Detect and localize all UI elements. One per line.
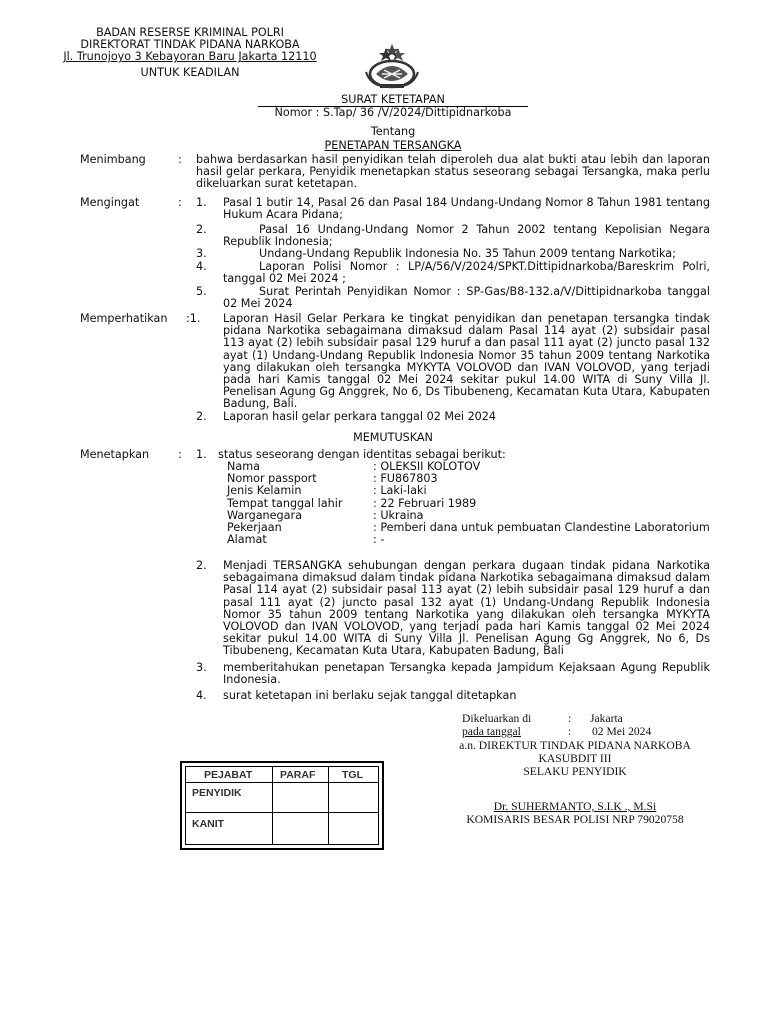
signatory-name: Dr. SUHERMANTO, S.I.K ., M.Si — [493, 800, 657, 813]
menetapkan-num-3: 3. — [196, 661, 207, 674]
paraf-header-tgl: TGL — [342, 769, 363, 781]
memperhatikan-label: Memperhatikan — [80, 312, 168, 325]
memperhatikan-num-1: :1. — [186, 312, 201, 325]
menetapkan-item-1: status seseorang dengan identitas sebagai berikut: — [218, 448, 506, 461]
identity-value: : 22 Februari 1989 — [373, 496, 477, 510]
signature-line1: a.n. DIREKTUR TINDAK PIDANA NARKOBA — [459, 739, 691, 752]
identity-key: Tempat tanggal lahir — [227, 496, 343, 510]
title-nomor: Nomor : S.Tap/ 36 /V/2024/Dittipidnarkoba — [258, 106, 528, 119]
menetapkan-num-4: 4. — [196, 689, 207, 702]
mengingat-item-3: Undang-Undang Republik Indonesia No. 35 Tahun 2009 tentang Narkotika; — [259, 247, 676, 260]
identity-value: : Ukraina — [373, 508, 424, 522]
menimbang-text: bahwa berdasarkan hasil penyidikan telah diperoleh dua alat bukti atau lebih dan laporan hasil gelar perkara, Penyidik menetapkan status seseorang sebagai Tersangka, maka perlu dikeluarkan surat ketetapan. — [196, 153, 710, 191]
mengingat-num-4: 4. — [196, 260, 207, 273]
title-tentang: Tentang — [370, 125, 416, 138]
paraf-table — [180, 761, 384, 850]
letterhead-motto: UNTUK KEADILAN — [140, 65, 240, 79]
paraf-header-pejabat: PEJABAT — [204, 769, 253, 781]
signature-line2: KASUBDIT III — [538, 752, 612, 765]
mengingat-num-2: 2. — [196, 223, 207, 236]
signature-line3: SELAKU PENYIDIK — [523, 765, 627, 778]
mengingat-item-5: Surat Perintah Penyidikan Nomor : SP-Gas/B8-132.a/V/Dittipidnarkoba tanggal 02 Mei 2024 — [223, 285, 710, 311]
colon: : — [568, 712, 572, 725]
menimbang-label: Menimbang — [80, 153, 146, 166]
memperhatikan-item-2: Laporan hasil gelar perkara tanggal 02 Mei 2024 — [223, 410, 497, 423]
paraf-row-penyidik: PENYIDIK — [192, 787, 242, 799]
identity-key: Alamat — [227, 533, 267, 547]
mengingat-num-1: 1. — [196, 196, 207, 209]
tanggal-value: 02 Mei 2024 — [592, 725, 652, 738]
menetapkan-label: Menetapkan — [80, 448, 150, 461]
identity-value: : Pemberi dana untuk pembuatan Clandestine Laboratorium — [373, 520, 710, 534]
colon: : — [178, 196, 182, 209]
memutuskan-heading: MEMUTUSKAN — [353, 431, 433, 444]
memperhatikan-item-1: Laporan Hasil Gelar Perkara ke tingkat penyidikan dan penetapan tersangka tindak pidana Narkotika sebagaimana dimaksud dalam Pasal 114 ayat (2) subsidair pasal 113 ayat (2) lebih subsidair pasal 129 huruf a dan pasal 111 ayat (2) juncto pasal 132 ayat (1) Undang-Undang Republik Indonesia Nomor 35 tahun 2009 tentang Narkotika yang dilakukan oleh tersangka MYKYTA VOLOVOD dan IVAN VOLOVOD, yang terjadi pada hari Kamis tanggal 02 Mei 2024 sekitar pukul 14.00 WITA di Suny Villa Jl. Penelisan Agung Gg Anggrek, No 6, Ds Tibubeneng, Kecamatan Kuta Utara, Kabupaten Badung, Bali. — [223, 312, 710, 411]
document-title — [258, 94, 528, 119]
mengingat-item-1: Pasal 1 butir 14, Pasal 26 dan Pasal 184 Undang-Undang Nomor 8 Tahun 1981 tentang Hukum Acara Pidana; — [223, 196, 710, 222]
mengingat-item-2: Pasal 16 Undang-Undang Nomor 2 Tahun 2002 tentang Kepolisian Negara Republik Indonesia; — [223, 223, 710, 249]
identity-key: Warganegara — [227, 508, 302, 522]
tanggal-row: pada tanggal : 02 Mei 2024 — [462, 725, 652, 738]
identity-key: Pekerjaan — [227, 520, 282, 534]
signatory-rank: KOMISARIS BESAR POLISI NRP 79020758 — [466, 813, 684, 826]
menetapkan-num-2: 2. — [196, 559, 207, 572]
memperhatikan-num-2: 2. — [196, 410, 207, 423]
identity-value: : FU867803 — [373, 472, 438, 486]
letterhead-line1: BADAN RESERSE KRIMINAL POLRI — [96, 26, 284, 39]
identity-value: : OLEKSII KOLOTOV — [373, 460, 481, 473]
menetapkan-item-3: memberitahukan penetapan Tersangka kepada Jampidum Kejaksaan Agung Republik Indonesia. — [223, 661, 710, 687]
dikeluarkan-value: Jakarta — [590, 712, 623, 725]
identity-table — [227, 461, 717, 546]
mengingat-num-3: 3. — [196, 247, 207, 260]
paraf-row-kanit: KANIT — [192, 818, 225, 830]
police-emblem-icon — [362, 44, 422, 90]
mengingat-label: Mengingat — [80, 196, 140, 209]
mengingat-item-4: Laporan Polisi Nomor : LP/A/56/V/2024/SPKT.Dittipidnarkoba/Bareskrim Polri, tanggal 02 Mei 2024 ; — [223, 260, 710, 286]
identity-row — [227, 534, 717, 546]
identity-row — [227, 522, 717, 534]
letterhead-address: Jl. Trunojoyo 3 Kebayoran Baru Jakarta 12110 — [63, 50, 317, 64]
identity-value: : - — [373, 533, 385, 547]
colon: : — [178, 153, 182, 166]
title-subject: PENETAPAN TERSANGKA — [324, 139, 462, 152]
identity-value: : Laki-laki — [373, 484, 427, 498]
identity-key: Nomor passport — [227, 472, 317, 486]
identity-key: Nama — [227, 460, 260, 473]
colon: : — [178, 448, 182, 461]
dikeluarkan-label: Dikeluarkan di — [462, 712, 532, 725]
menetapkan-num-1: 1. — [196, 448, 207, 461]
menetapkan-item-2: Menjadi TERSANGKA sehubungan dengan perkara dugaan tindak pidana Narkotika sebagaimana dimaksud dalam tindak pidana Narkotika sebagaimana dimaksud dalam Pasal 114 ayat (2) subsidair pasal 113 ayat (2) lebih subsidair pasal 129 huruf a dan pasal 111 ayat (2) juncto pasal 132 ayat (1) Undang-Undang Republik Indonesia Nomor 35 tahun 2009 tentang Narkotika yang dilakukan oleh tersangka MYKYTA VOLOVOD dan IVAN VOLOVOD, yang terjadi pada hari Kamis tanggal 02 Mei 2024 sekitar pukul 14.00 WITA di Suny Villa Jl. Penelisan Agung Gg Anggrek, No 6, Ds Tibubeneng, Kecamatan Kuta Utara, Kabupaten Badung, Bali — [223, 559, 710, 658]
letterhead — [60, 27, 320, 79]
tanggal-label: pada tanggal — [462, 725, 521, 738]
title-name: SURAT KETETAPAN — [341, 93, 445, 106]
paraf-header-paraf: PARAF — [280, 769, 316, 781]
mengingat-num-5: 5. — [196, 285, 207, 298]
letterhead-line2: DIREKTORAT TINDAK PIDANA NARKOBA — [80, 38, 300, 52]
identity-key: Jenis Kelamin — [227, 484, 302, 498]
menetapkan-item-4: surat ketetapan ini berlaku sejak tanggal ditetapkan — [223, 689, 517, 702]
